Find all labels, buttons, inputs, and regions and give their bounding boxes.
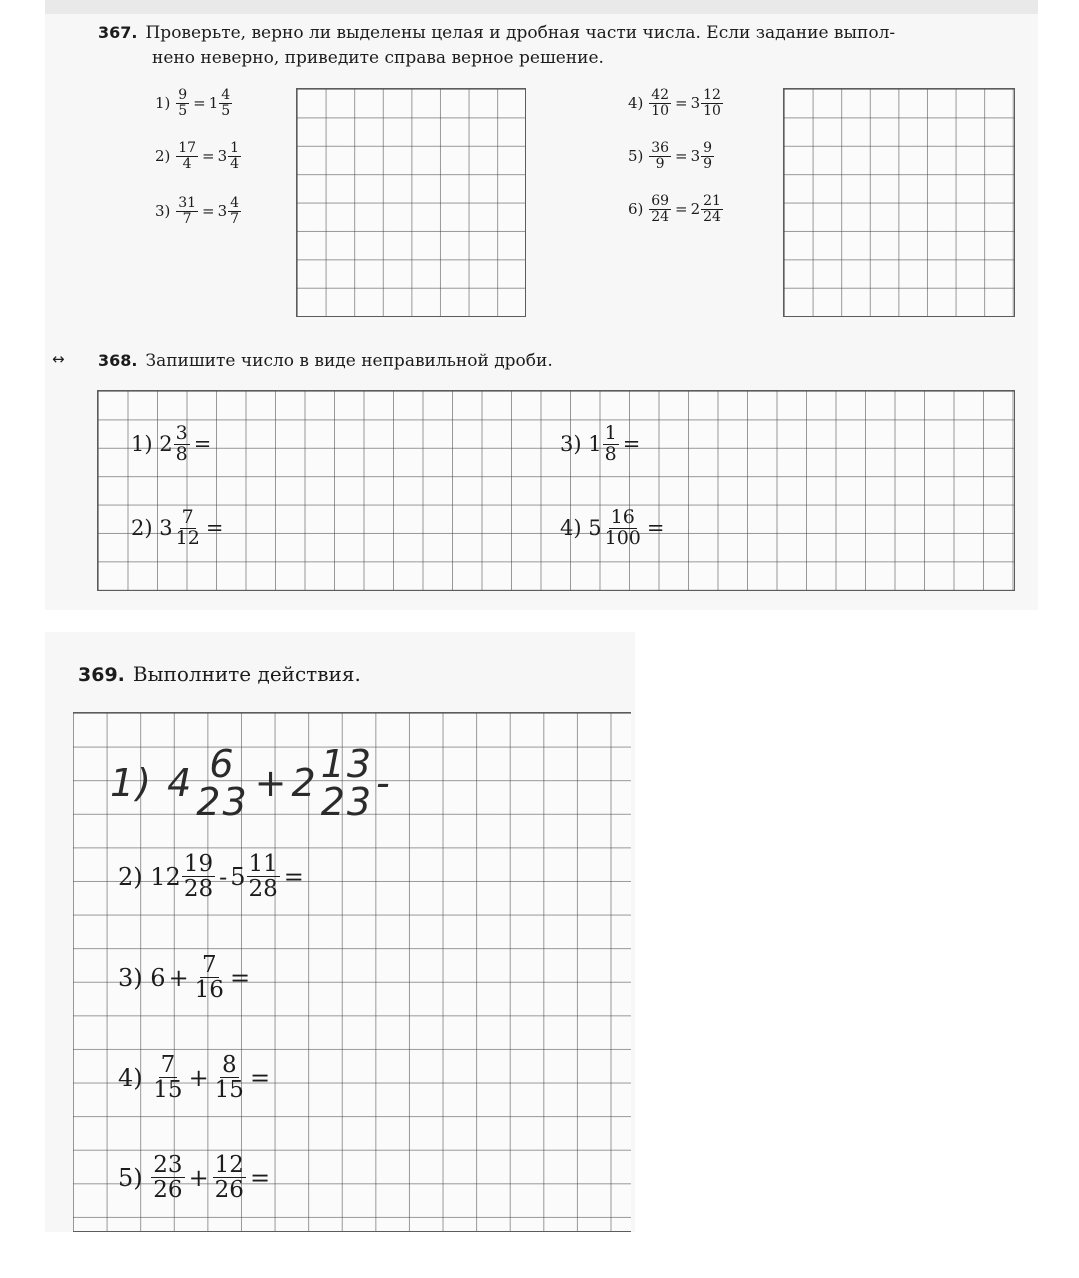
fraction: $\frac{9}{9}$ bbox=[703, 140, 713, 172]
equals-sign: = bbox=[193, 94, 206, 113]
whole-part: 2 bbox=[159, 432, 173, 457]
fraction: $\frac{12}{10}$ bbox=[703, 87, 721, 119]
equals-sign: = bbox=[249, 1063, 271, 1092]
equals-sign: = bbox=[675, 200, 688, 219]
task-367-item-3 bbox=[155, 196, 242, 226]
task-number: 369. bbox=[78, 664, 125, 686]
task-number: 368. bbox=[98, 351, 138, 370]
whole-part: 2 bbox=[690, 200, 701, 219]
task-368-item-2 bbox=[131, 508, 226, 549]
answer-grid-right[interactable] bbox=[783, 88, 1015, 317]
fraction: $\frac{7}{12}$ bbox=[175, 506, 200, 549]
task-368-item-3 bbox=[560, 424, 643, 465]
whole-part: 1 bbox=[208, 94, 219, 113]
item-label: 3) bbox=[118, 963, 143, 992]
item-label: 3) bbox=[155, 202, 171, 221]
task-367-item-6 bbox=[628, 194, 724, 224]
fraction: $\frac{7}{15}$ bbox=[153, 1052, 183, 1104]
task-369-item-5 bbox=[118, 1153, 273, 1202]
fraction: $\frac{69}{24}$ bbox=[651, 193, 670, 225]
fraction: 13 23 bbox=[320, 742, 374, 824]
whole-number: 6 bbox=[150, 963, 166, 992]
whole-part: 2 bbox=[291, 761, 318, 805]
fraction: $\frac{7}{16}$ bbox=[194, 952, 224, 1004]
fraction: $\frac{31}{7}$ bbox=[178, 195, 197, 227]
task-367-item-2 bbox=[155, 141, 242, 171]
equals-sign: = bbox=[229, 963, 251, 992]
item-label: 6) bbox=[628, 200, 644, 219]
whole-part: 5 bbox=[588, 516, 602, 541]
task-367-heading bbox=[98, 20, 1023, 71]
equals-sign: = bbox=[646, 516, 665, 541]
task-367-item-5 bbox=[628, 141, 715, 171]
equals-sign: = bbox=[193, 432, 212, 457]
item-label: 1) bbox=[155, 94, 171, 113]
equals-sign: = bbox=[675, 94, 688, 113]
fraction: $\frac{19}{28}$ bbox=[183, 851, 214, 903]
fraction: $\frac{4}{7}$ bbox=[230, 195, 240, 227]
whole-part: 5 bbox=[230, 862, 246, 891]
item-label: 5) bbox=[628, 147, 644, 166]
task-369-item-3 bbox=[118, 953, 253, 1002]
fraction: $\frac{23}{26}$ bbox=[153, 1152, 183, 1204]
fraction: $\frac{11}{28}$ bbox=[248, 851, 278, 903]
item-label: 2) bbox=[155, 147, 171, 166]
equals-sign: = bbox=[675, 147, 688, 166]
fraction: $\frac{21}{24}$ bbox=[703, 193, 721, 225]
task-368-heading bbox=[98, 348, 553, 374]
task-text-line1: Проверьте, верно ли выделены целая и дробная части числа. Если задание выпол- bbox=[145, 23, 896, 43]
item-label: 4) bbox=[560, 516, 582, 541]
plus-sign: + bbox=[188, 1063, 209, 1092]
task-368-item-1 bbox=[131, 424, 214, 465]
task-369-item-2 bbox=[118, 852, 307, 901]
fraction: $\frac{17}{4}$ bbox=[178, 140, 197, 172]
task-369-heading bbox=[78, 662, 361, 688]
plus-sign: + bbox=[254, 761, 289, 805]
fraction: $\frac{8}{15}$ bbox=[214, 1052, 244, 1104]
equals-sign: = bbox=[205, 516, 224, 541]
fraction: $\frac{12}{26}$ bbox=[214, 1152, 244, 1204]
equals-sign: = bbox=[622, 432, 641, 457]
minus-sign: - bbox=[219, 862, 228, 891]
double-arrow-icon: ↔ bbox=[52, 350, 65, 368]
fraction: $\frac{16}{100}$ bbox=[604, 506, 641, 549]
item-label: 4) bbox=[118, 1063, 143, 1092]
item-label: 2) bbox=[131, 516, 153, 541]
task-number: 367. bbox=[98, 23, 138, 42]
top-edge bbox=[45, 0, 1038, 14]
task-text: Выполните действия. bbox=[132, 662, 361, 686]
whole-part: 1 bbox=[588, 432, 602, 457]
fraction: $\frac{1}{4}$ bbox=[230, 140, 240, 172]
equals-sign: = bbox=[249, 1163, 271, 1192]
fraction: $\frac{3}{8}$ bbox=[175, 422, 188, 465]
fraction: $\frac{1}{8}$ bbox=[604, 422, 617, 465]
item-label: 1) bbox=[131, 432, 153, 457]
task-368-item-4 bbox=[560, 508, 668, 549]
item-label: 4) bbox=[628, 94, 644, 113]
equals-sign: = bbox=[283, 862, 304, 891]
item-label: 2) bbox=[118, 862, 143, 891]
plus-sign: + bbox=[168, 963, 189, 992]
whole-part: 3 bbox=[217, 147, 228, 166]
task-369-item-4 bbox=[118, 1053, 273, 1102]
task-367-item-4 bbox=[628, 88, 724, 118]
whole-part: 12 bbox=[150, 862, 181, 891]
whole-part: 3 bbox=[217, 202, 228, 221]
item-label: 3) bbox=[560, 432, 582, 457]
task-text: Запишите число в виде неправильной дроби. bbox=[145, 351, 553, 371]
item-label: 1) bbox=[110, 761, 154, 805]
whole-part: 3 bbox=[690, 94, 701, 113]
item-label: 5) bbox=[118, 1163, 143, 1192]
equals-sign: = bbox=[202, 147, 215, 166]
answer-grid-368[interactable] bbox=[97, 390, 1015, 591]
fraction: $\frac{42}{10}$ bbox=[651, 87, 670, 119]
fraction: $\frac{4}{5}$ bbox=[221, 87, 231, 119]
whole-part: 3 bbox=[159, 516, 173, 541]
whole-part: 4 bbox=[167, 761, 194, 805]
fraction: $\frac{9}{5}$ bbox=[178, 87, 188, 119]
task-text-line2: нено неверно, приведите справа верное решение. bbox=[152, 48, 604, 68]
plus-sign: + bbox=[188, 1163, 209, 1192]
answer-grid-left[interactable] bbox=[296, 88, 526, 317]
equals-sign: - bbox=[376, 761, 392, 805]
task-367-item-1 bbox=[155, 88, 233, 118]
fraction: 6 23 bbox=[196, 742, 249, 824]
whole-part: 3 bbox=[690, 147, 701, 166]
equals-sign: = bbox=[202, 202, 215, 221]
fraction: $\frac{36}{9}$ bbox=[651, 140, 670, 172]
handwritten-answer bbox=[110, 742, 392, 824]
